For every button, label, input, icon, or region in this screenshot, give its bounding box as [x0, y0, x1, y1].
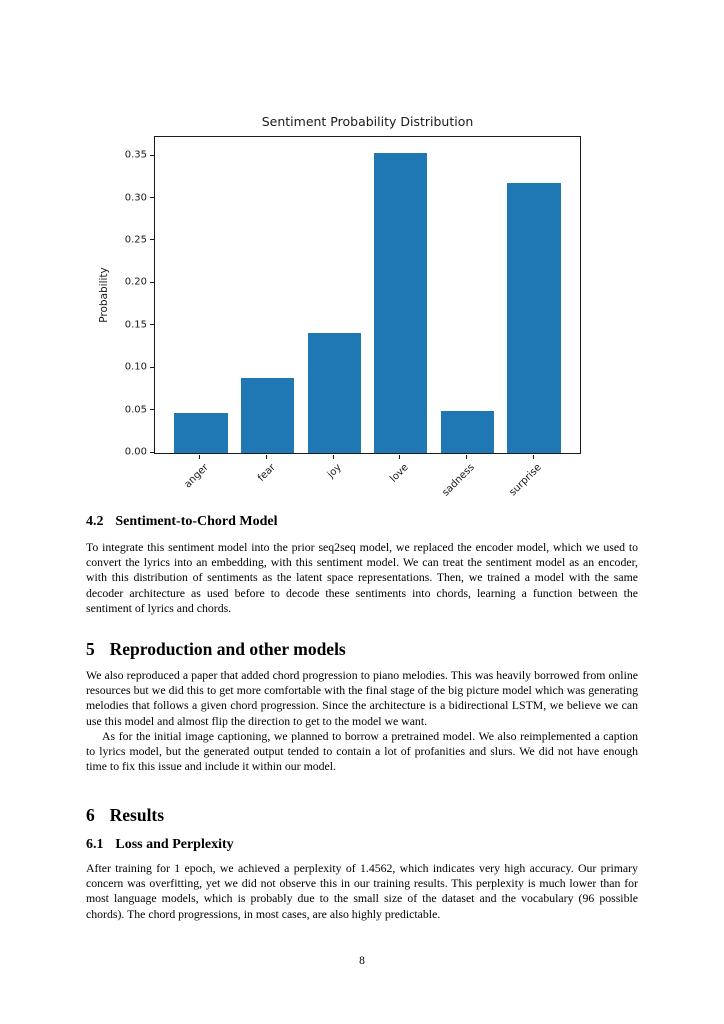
x-tick-mark [266, 455, 267, 459]
paragraph: After training for 1 epoch, we achieved a perplexity of 1.4562, which indicates very high accuracy. Our primary concern was overfitting, yet we did not observe this in our training results. This perplexity is much lower than for most language models, which is probably due to the small size of the dataset and the vocabulary (96 possible chords). The chord progressions, in most cases, are also highly predictable. [86, 861, 638, 921]
y-axis-label: Probability [98, 267, 110, 323]
section-6-1-heading [86, 837, 638, 853]
y-tick-label: 0.00 [124, 446, 147, 458]
bar-fear [241, 378, 294, 454]
section-number: 6 [86, 805, 95, 825]
x-tick-label: surprise [507, 462, 544, 499]
section-4-2-body [86, 540, 638, 616]
bar-anger [174, 413, 227, 453]
chart-title: Sentiment Probability Distribution [261, 114, 474, 129]
x-tick-mark [199, 455, 200, 459]
paragraph: We also reproduced a paper that added chord progression to piano melodies. This was heavily borrowed from online resources but we did this to get more comfortable with the final stage of the big picture model which was generating melodies that follows a given chord progression. Since the architecture is a bidirectional LSTM, we believe we can use this model and almost flip the direction to get to the model we want. [86, 668, 638, 728]
x-tick-mark [466, 455, 467, 459]
section-number: 4.2 [86, 514, 104, 529]
y-tick-label: 0.15 [124, 319, 147, 331]
section-6-1-body [86, 861, 638, 922]
section-title: Loss and Perplexity [115, 837, 234, 852]
y-axis-tick-labels [0, 136, 147, 458]
x-tick-mark [533, 455, 534, 459]
y-tick-label: 0.25 [124, 234, 147, 246]
x-tick-label: love [387, 462, 411, 485]
paragraph: To integrate this sentiment model into the prior seq2seq model, we replaced the encoder model, which we used to convert the lyrics into an embedding, with this sentiment model. We can treat the sentiment model as an encoder, with this distribution of sentiments as the latent space representations. Then, we trained a model with the same decoder architecture as used before to decode these sentiments into chords, learning a function between the sentiment of lyrics and chords. [86, 540, 638, 615]
y-tick-label: 0.05 [124, 404, 147, 416]
section-title: Sentiment-to-Chord Model [115, 514, 278, 529]
y-tick-label: 0.30 [124, 192, 147, 203]
bar-sadness [441, 411, 494, 453]
plot-area [154, 136, 581, 454]
x-tick-label: fear [255, 462, 278, 484]
section-title: Results [109, 805, 165, 825]
page-number: 8 [359, 955, 365, 967]
section-5-body [86, 668, 638, 774]
section-title: Reproduction and other models [109, 639, 346, 659]
y-tick-label: 0.35 [124, 149, 147, 161]
section-number: 5 [86, 639, 95, 659]
x-tick-label: anger [182, 462, 211, 491]
x-tick-mark [333, 455, 334, 459]
bar-surprise [507, 183, 560, 453]
bar-joy [308, 333, 361, 453]
x-axis-labels [154, 455, 581, 510]
section-4-2-heading [86, 514, 638, 530]
section-6-heading [86, 805, 638, 826]
section-5-heading [86, 639, 638, 660]
paragraph: As for the initial image captioning, we planned to borrow a pretrained model. We also reimplemented a caption to lyrics model, but the generated output tended to contain a lot of profanities and slurs. We did not have enough time to fix this issue and include it within our model. [86, 728, 638, 774]
bar-love [374, 153, 427, 453]
y-tick-label: 0.20 [124, 276, 147, 288]
x-tick-label: sadness [440, 462, 478, 499]
x-tick-label: joy [325, 462, 344, 481]
x-tick-mark [399, 455, 400, 459]
section-number: 6.1 [86, 837, 104, 852]
y-tick-label: 0.10 [124, 361, 147, 373]
